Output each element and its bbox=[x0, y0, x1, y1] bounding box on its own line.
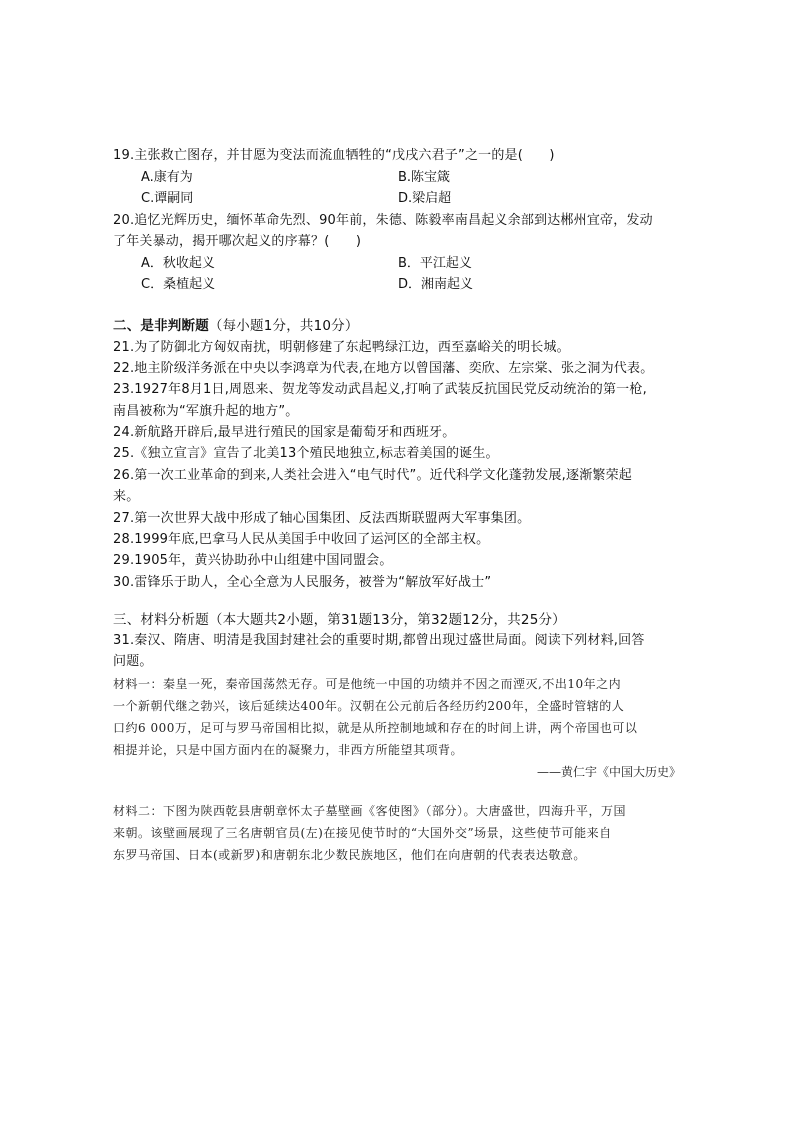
section-3-title: 三、材料分析题 bbox=[113, 612, 209, 628]
section-2-title: 二、是非判断题 bbox=[113, 318, 209, 334]
question-23-line1: 23.1927年8月1日,周恩来、贺龙等发动武昌起义,打响了武装反抗国民党反动统治的第一枪, bbox=[113, 382, 647, 397]
material-2-line2: 来朝。该壁画展现了三名唐朝官员(左)在接见使节时的“大国外交”场景，这些使节可能来自 bbox=[113, 826, 612, 840]
question-31-line2: 问题。 bbox=[113, 654, 153, 669]
question-19-option-c: C.谭嗣同 bbox=[141, 191, 194, 206]
question-20-stem-line1: 20.追忆光辉历史，缅怀革命先烈、90年前，朱德、陈毅率南昌起义余部到达郴州宜帝，发动 bbox=[113, 213, 653, 228]
question-25: 25.《独立宣言》宣告了北美13个殖民地独立,标志着美国的诞生。 bbox=[113, 446, 499, 461]
material-1-line1: 材料一：秦皇一死，秦帝国荡然无存。可是他统一中国的功绩并不因之而湮灭,不出10年之内 bbox=[113, 677, 622, 691]
material-1-line4: 相提并论，只是中国方面内在的凝聚力，非西方所能望其项背。 bbox=[113, 743, 464, 757]
question-21: 21.为了防御北方匈奴南扰，明朝修建了东起鸭绿江边，西至嘉峪关的明长城。 bbox=[113, 340, 570, 355]
section-3-heading bbox=[113, 610, 566, 630]
question-20-option-c: C．桑植起义 bbox=[141, 277, 216, 292]
question-29: 29.1905年，黄兴协助孙中山组建中国同盟会。 bbox=[113, 553, 393, 568]
question-26-line2: 来。 bbox=[113, 489, 140, 504]
question-27: 27.第一次世界大战中形成了轴心国集团、反法西斯联盟两大军事集团。 bbox=[113, 511, 531, 526]
question-22: 22.地主阶级洋务派在中央以李鸿章为代表,在地方以曾国藩、奕欣、左宗棠、张之洞为代表。 bbox=[113, 361, 654, 376]
question-20-stem-line2: 了年关暴动，揭开哪次起义的序幕？( ) bbox=[113, 234, 362, 249]
section-2-heading bbox=[113, 316, 359, 336]
question-19-option-a: A.康有为 bbox=[141, 170, 193, 185]
question-20-option-a: A．秋收起义 bbox=[141, 256, 215, 271]
question-19-option-b: B.陈宝箴 bbox=[398, 170, 451, 185]
material-1-line3: 口约6 000万，足可与罗马帝国相比拟，就是从所控制地域和存在的时间上讲，两个帝国也可以 bbox=[113, 721, 638, 735]
question-23-line2: 南昌被称为“军旗升起的地方”。 bbox=[113, 404, 299, 419]
material-1-line2: 一个新朝代继之勃兴，该后延续达400年。汉朝在公元前后各经历约200年，全盛时管辖的人 bbox=[113, 699, 625, 713]
question-28: 28.1999年底,巴拿马人民从美国手中收回了运河区的全部主权。 bbox=[113, 532, 490, 547]
question-20-option-b: B．平江起义 bbox=[398, 256, 472, 271]
question-26-line1: 26.第一次工业革命的到来,人类社会进入“电气时代”。近代科学文化蓬勃发展,逐渐繁荣起 bbox=[113, 468, 633, 483]
section-2-note: （每小题1分，共10分） bbox=[208, 318, 359, 334]
question-19-stem: 19.主张救亡图存，并甘愿为变法而流血牺牲的“戊戌六君子”之一的是( ) bbox=[113, 148, 555, 163]
material-1-source: ——黄仁宇《中国大历史》 bbox=[536, 765, 681, 779]
material-2-line3: 东罗马帝国、日本(或新罗)和唐朝东北少数民族地区，他们在向唐朝的代表表达敬意。 bbox=[113, 848, 586, 862]
material-2-line1: 材料二：下图为陕西乾县唐朝章怀太子墓壁画《客使图》（部分）。大唐盛世，四海升平，万国 bbox=[113, 804, 627, 818]
question-24: 24.新航路开辟后,最早进行殖民的国家是葡萄牙和西班牙。 bbox=[113, 425, 456, 440]
question-19-option-d: D.梁启超 bbox=[398, 191, 452, 206]
question-31-line1: 31.秦汉、隋唐、明清是我国封建社会的重要时期,都曾出现过盛世局面。阅读下列材料,回答 bbox=[113, 633, 645, 648]
question-20-option-d: D．湘南起义 bbox=[398, 277, 474, 292]
section-3-note: （本大题共2小题，第31题13分，第32题12分，共25分） bbox=[208, 612, 566, 628]
question-30: 30.雷锋乐于助人，全心全意为人民服务，被誉为“解放军好战士” bbox=[113, 575, 492, 590]
